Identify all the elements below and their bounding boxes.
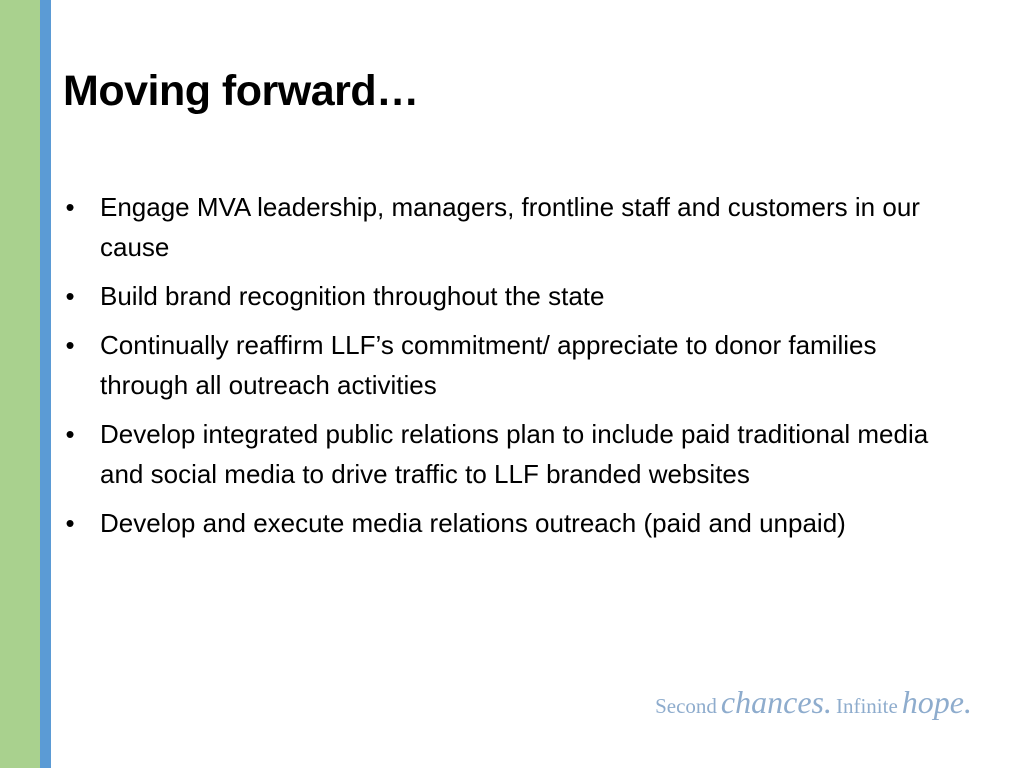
tagline-word: Second (655, 694, 717, 718)
bullet-list (60, 187, 960, 552)
bullet-item (60, 414, 960, 494)
bullet-icon: • (65, 330, 75, 360)
tagline-word: Infinite (835, 694, 898, 718)
bullet-item (60, 276, 960, 316)
bullet-text: Engage MVA leadership, managers, frontline staff and customers in our cause (100, 192, 920, 262)
bullet-icon: • (65, 192, 75, 222)
bullet-icon: • (65, 419, 75, 449)
bullet-text: Develop and execute media relations outreach (paid and unpaid) (100, 508, 846, 538)
bullet-text: Continually reaffirm LLF’s commitment/ appreciate to donor families through all outreach activities (100, 330, 877, 400)
tagline-word: hope. (901, 684, 972, 720)
decorative-green-strip (0, 0, 40, 768)
bullet-item (60, 503, 960, 543)
tagline-word: chances. (720, 684, 832, 720)
bullet-item (60, 187, 960, 267)
bullet-item (60, 325, 960, 405)
bullet-icon: • (65, 281, 75, 311)
brand-tagline (655, 684, 972, 721)
bullet-text: Develop integrated public relations plan to include paid traditional media and social media to drive traffic to LLF branded websites (100, 419, 929, 489)
bullet-text: Build brand recognition throughout the state (100, 281, 605, 311)
bullet-icon: • (65, 508, 75, 538)
slide-title: Moving forward… (63, 67, 419, 115)
decorative-blue-strip (40, 0, 51, 768)
